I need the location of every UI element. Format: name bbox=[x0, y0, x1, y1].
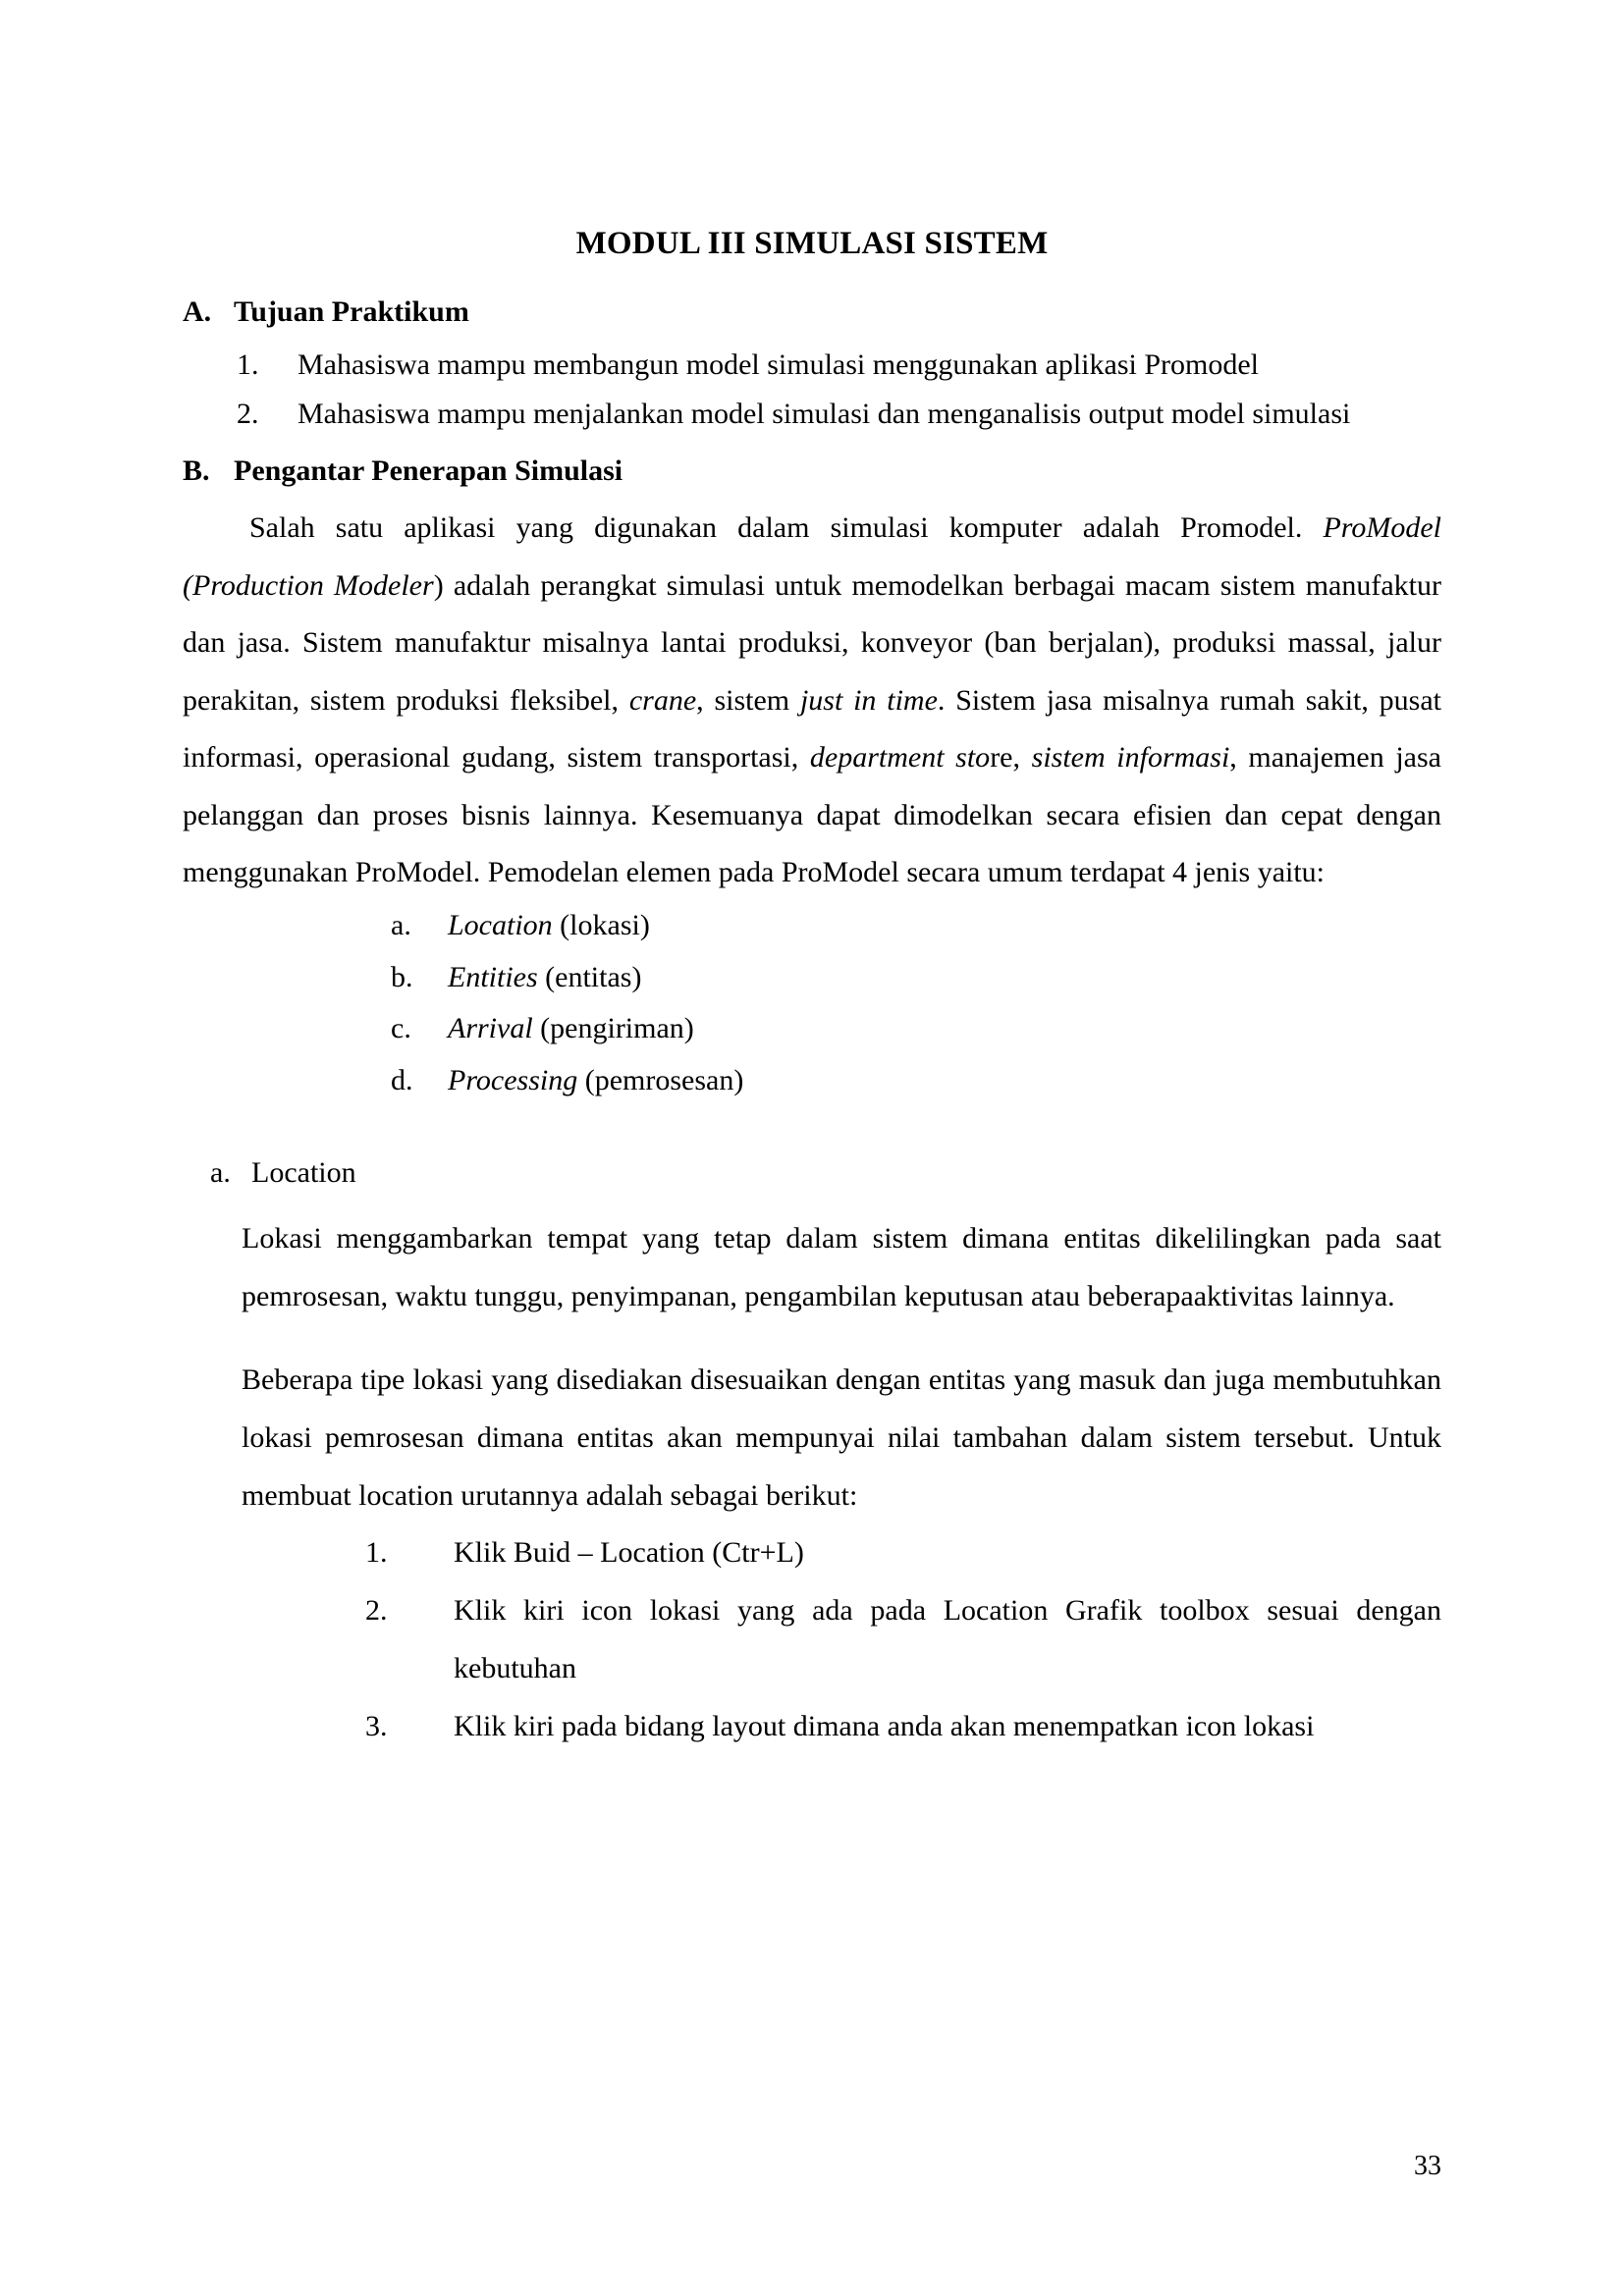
section-b-title: Pengantar Penerapan Simulasi bbox=[234, 454, 623, 487]
paragraph-spacer bbox=[242, 1326, 1441, 1352]
list-item-text: Klik kiri icon lokasi yang ada pada Location Grafik toolbox sesuai dengan kebutuhan bbox=[454, 1594, 1441, 1684]
list-item bbox=[365, 1524, 1441, 1582]
list-item-text bbox=[448, 902, 650, 950]
list-item bbox=[183, 342, 1441, 390]
list-item-text: Mahasiswa mampu menjalankan model simulasi dan menganalisis output model simulasi bbox=[298, 398, 1351, 431]
para-run-11: , manajemen jasa pelanggan dan proses bisnis lainnya. Kesemuanya dapat dimodelkan secara efisien dan cepat dengan menggunakan ProModel. Pemodelan elemen pada ProModel secara umum terdapat 4 jenis yaitu: bbox=[183, 741, 1441, 889]
para-run-10-italic: sistem informasi bbox=[1031, 741, 1230, 774]
subsection-location bbox=[183, 1149, 1441, 1755]
list-item-marker: 2. bbox=[237, 398, 259, 431]
list-item-marker: 1. bbox=[365, 1536, 388, 1570]
list-item-text: Klik kiri pada bidang layout dimana anda akan menempatkan icon lokasi bbox=[454, 1709, 1315, 1742]
list-item-text: Mahasiswa mampu membangun model simulasi menggunakan aplikasi Promodel bbox=[298, 347, 1259, 381]
subsection-title: Location bbox=[251, 1156, 356, 1190]
element-term: Entities bbox=[448, 960, 538, 993]
para-run-4-italic: crane bbox=[628, 683, 697, 717]
subsection-location-heading bbox=[183, 1149, 1441, 1197]
list-item-text: Klik Buid – Location (Ctr+L) bbox=[454, 1536, 804, 1570]
section-a-list bbox=[183, 342, 1441, 439]
location-paragraph-1: Lokasi menggambarkan tempat yang tetap dalam sistem dimana entitas dikelilingkan pada saat pemrosesan, waktu tunggu, penyimpanan, pengambilan keputusan atau beberapaaktivitas lainnya. bbox=[242, 1222, 1441, 1313]
list-item bbox=[183, 1005, 1441, 1053]
list-item-text bbox=[448, 1005, 694, 1053]
list-item-marker: 2. bbox=[365, 1594, 388, 1628]
element-gloss: (entitas) bbox=[537, 960, 642, 993]
para-run-1: Salah satu aplikasi yang digunakan dalam simulasi komputer adalah Promodel. bbox=[249, 511, 1324, 545]
para-run-6-italic: just in time bbox=[799, 683, 938, 717]
element-gloss: (lokasi) bbox=[552, 908, 650, 941]
subsection-marker: a. bbox=[210, 1156, 231, 1190]
element-gloss: (pengiriman) bbox=[532, 1012, 694, 1045]
list-item-marker: a. bbox=[391, 908, 411, 941]
list-item bbox=[183, 1057, 1441, 1105]
list-item-marker: 1. bbox=[237, 347, 259, 381]
subsection-location-body bbox=[183, 1210, 1441, 1755]
list-item-text bbox=[448, 1057, 743, 1105]
para-run-2-italic: ProModel (Production Modeler bbox=[183, 511, 1441, 602]
para-run-7: . Sistem jasa misalnya rumah sakit, pusat informasi, operasional gudang, sistem transportasi, bbox=[183, 683, 1442, 774]
list-item-marker: 3. bbox=[365, 1709, 388, 1742]
page-number: 33 bbox=[1414, 2151, 1441, 2181]
para-run-8-italic: department sto bbox=[809, 741, 991, 774]
element-term: Processing bbox=[448, 1063, 578, 1096]
page-title: MODUL III SIMULASI SISTEM bbox=[575, 226, 1049, 261]
list-item bbox=[365, 1582, 1441, 1698]
para-run-3: ) adalah perangkat simulasi untuk memodelkan berbagai macam sistem manufaktur dan jasa. Sistem manufaktur misalnya lantai produksi, konveyor (ban berjalan), produksi massal, jalur perakitan, sistem produksi fleksibel, bbox=[183, 568, 1441, 717]
section-b-marker: B. bbox=[183, 454, 210, 487]
section-a-marker: A. bbox=[183, 295, 212, 329]
section-a-title: Tujuan Praktikum bbox=[234, 295, 469, 329]
list-item bbox=[365, 1698, 1441, 1756]
section-b-paragraph bbox=[183, 500, 1441, 902]
para-run-9: re, bbox=[990, 741, 1032, 774]
list-item bbox=[183, 902, 1441, 950]
list-item bbox=[183, 954, 1441, 1002]
list-item-marker: d. bbox=[391, 1063, 413, 1096]
list-item-marker: c. bbox=[391, 1012, 411, 1045]
list-item bbox=[183, 391, 1441, 439]
section-a-heading bbox=[183, 290, 1441, 336]
list-item-marker: b. bbox=[391, 960, 413, 993]
location-paragraph-2: Beberapa tipe lokasi yang disediakan disesuaikan dengan entitas yang masuk dan juga membutuhkan lokasi pemrosesan dimana entitas akan mempunyai nilai tambahan dalam sistem tersebut. Untuk membuat location urutannya adalah sebagai berikut: bbox=[242, 1362, 1441, 1512]
section-b-heading bbox=[183, 449, 1441, 495]
element-gloss: (pemrosesan) bbox=[577, 1063, 744, 1096]
para-run-5: , sistem bbox=[696, 683, 800, 717]
promodel-elements-list bbox=[183, 902, 1441, 1104]
element-term: Arrival bbox=[448, 1012, 533, 1045]
element-term: Location bbox=[448, 908, 553, 941]
location-steps-list bbox=[242, 1524, 1441, 1755]
list-item-text bbox=[448, 954, 641, 1002]
